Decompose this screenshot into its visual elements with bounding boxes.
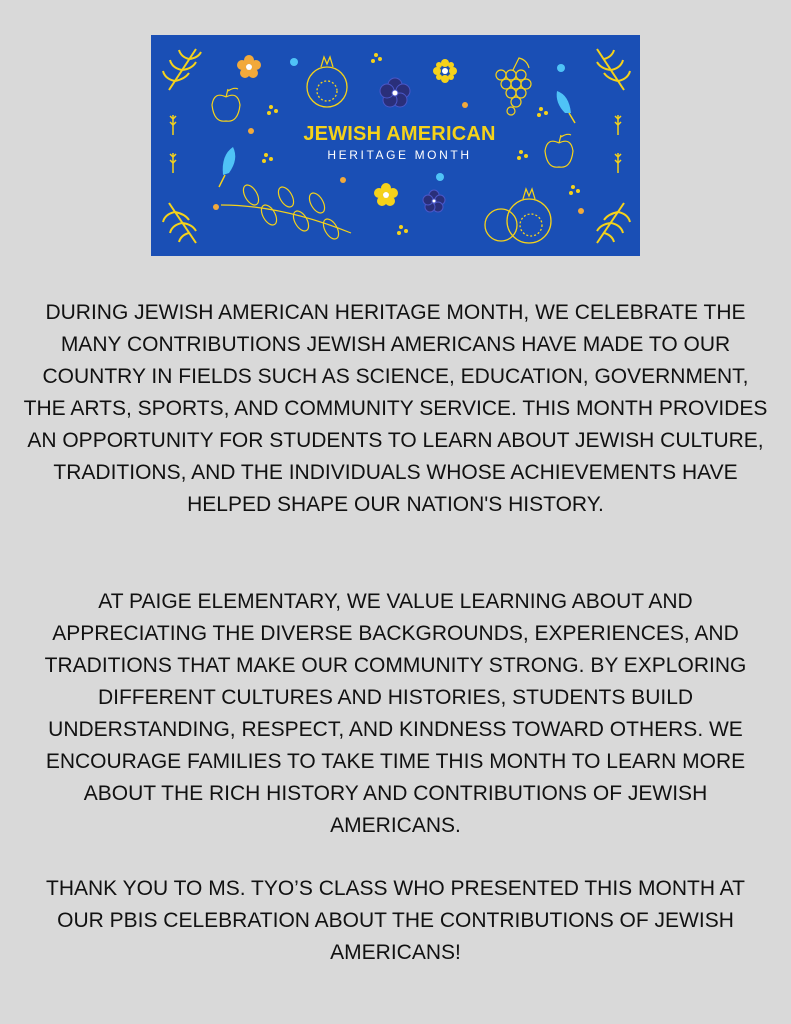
leaf-branch-icon <box>597 49 630 90</box>
pomegranate-icon <box>485 189 551 243</box>
pomegranate-icon <box>307 57 347 107</box>
school-values-paragraph: AT PAIGE ELEMENTARY, WE VALUE LEARNING ABOUT AND APPRECIATING THE DIVERSE BACKGROUNDS, EXPERIENCES, AND TRADITIONS THAT MAKE OUR COMMUNITY STRONG. BY EXPLORING DIFFERENT CULTURES AND HISTORIES, STUDENTS BUILD UNDERSTANDING, RESPECT, AND KINDNESS TOWARD OTHERS. WE ENCOURAGE FAMILIES TO TAKE TIME THIS MONTH TO LEARN MORE ABOUT THE RICH HISTORY AND CONTRIBUTIONS OF JEWISH AMERICANS. <box>44 590 747 837</box>
grapes-icon <box>496 58 531 115</box>
leaf-branch-icon <box>163 203 196 243</box>
banner-subtitle: HERITAGE MONTH <box>327 148 472 162</box>
heritage-month-banner <box>151 35 640 256</box>
leaf-branch-icon <box>597 203 630 243</box>
leaf-branch-icon <box>163 49 201 90</box>
heritage-month-paragraph: DURING JEWISH AMERICAN HERITAGE MONTH, WE CELEBRATE THE MANY CONTRIBUTIONS JEWISH AMERICANS HAVE MADE TO OUR COUNTRY IN FIELDS SUCH AS SCIENCE, EDUCATION, GOVERNMENT, THE ARTS, SPORTS, AND COMMUNITY SERVICE. THIS MONTH PROVIDES AN OPPORTUNITY FOR STUDENTS TO LEARN ABOUT JEWISH CULTURE, TRADITIONS, AND THE INDIVIDUALS WHOSE ACHIEVEMENTS HAVE HELPED SHAPE OUR NATION'S HISTORY. <box>23 301 768 516</box>
thank-you-paragraph: THANK YOU TO MS. TYO’S CLASS WHO PRESENTED THIS MONTH AT OUR PBIS CELEBRATION ABOUT THE CONTRIBUTIONS OF JEWISH AMERICANS! <box>46 877 745 964</box>
banner-title: JEWISH AMERICAN <box>303 123 496 145</box>
date-branch-icon <box>221 182 351 241</box>
